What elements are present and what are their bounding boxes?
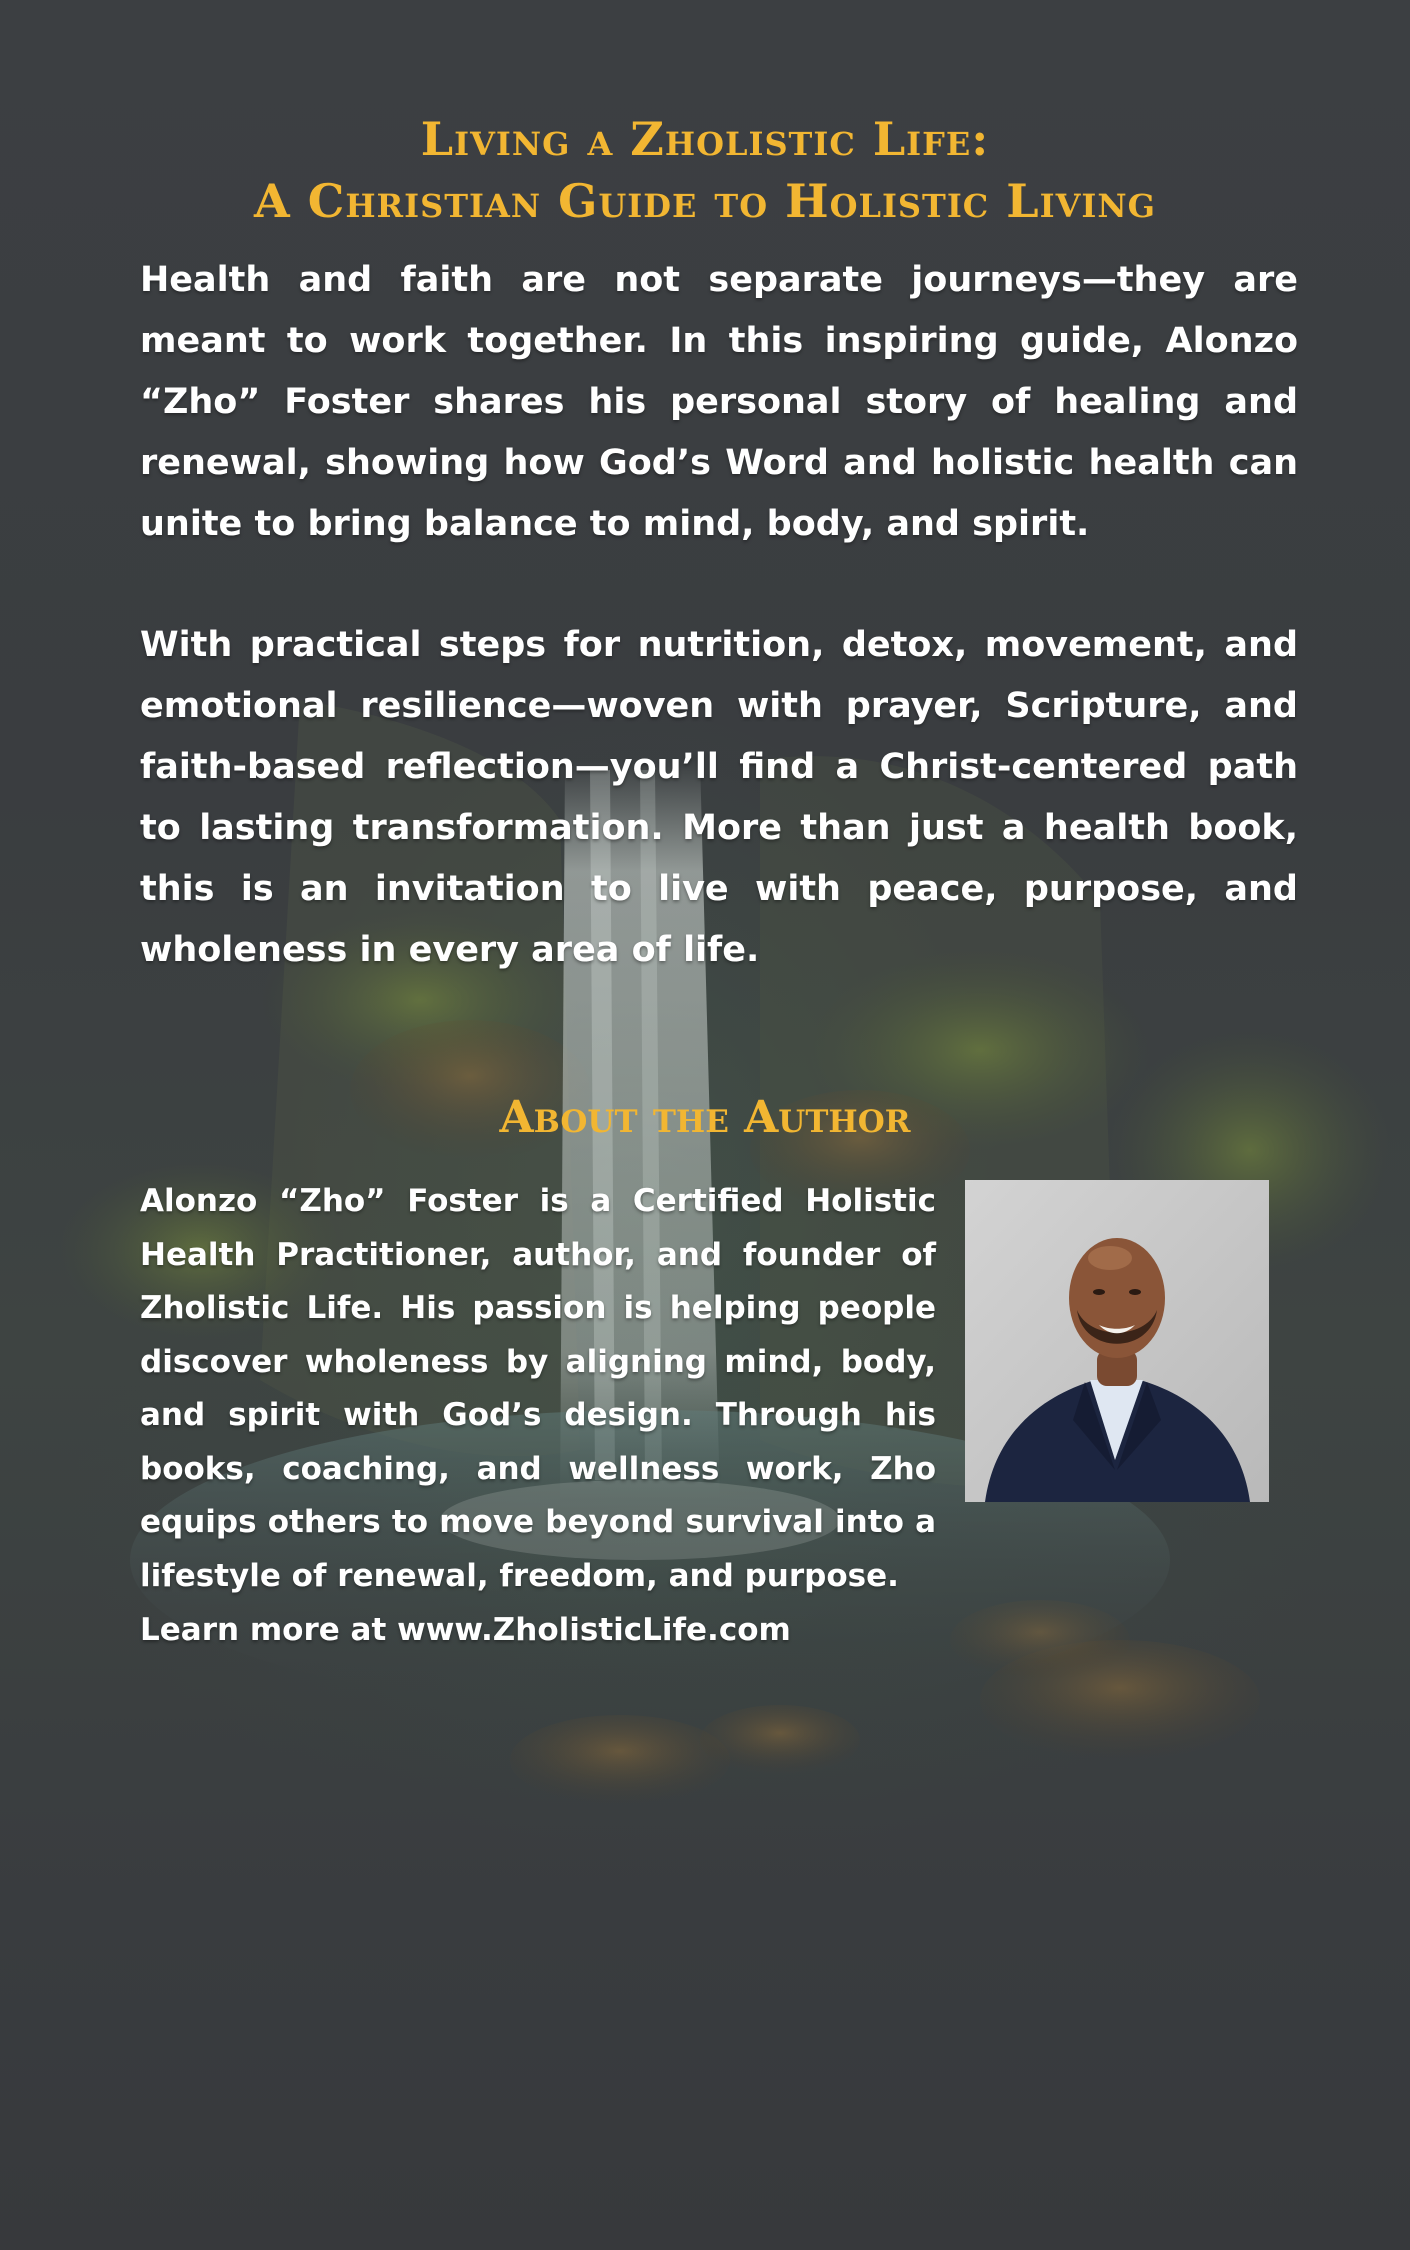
about-author-heading: About the Author bbox=[499, 1092, 911, 1143]
author-website-line: Learn more at www.ZholisticLife.com bbox=[140, 1612, 791, 1648]
book-title bbox=[140, 108, 1270, 232]
author-photo bbox=[965, 1180, 1269, 1502]
author-bio: Alonzo “Zho” Foster is a Certified Holistic Health Practitioner, author, and founder of Zholistic Life. His passion is helping people discover wholeness by aligning mind, body, and spirit with God’s design. Through his books, coaching, and wellness work, Zho equips others to move beyond survival into a lifestyle of renewal, freedom, and purpose. bbox=[140, 1183, 936, 1594]
description-paragraph-2: With practical steps for nutrition, detox, movement, and emotional resilience—woven with prayer, Scripture, and faith-based reflection—you’ll find a Christ-centered path to lasting transformation. More than just a health book, this is an invitation to live with peace, purpose, and wholeness in every area of life. bbox=[140, 625, 1298, 970]
book-title-line-2: A Christian Guide to Holistic Living bbox=[254, 174, 1156, 228]
book-title-line-1: Living a Zholistic Life: bbox=[420, 112, 990, 166]
description-paragraph-1: Health and faith are not separate journeys—they are meant to work together. In this inspiring guide, Alonzo “Zho” Foster shares his personal story of healing and renewal, showing how God’s Word and holistic health can unite to bring balance to mind, body, and spirit. bbox=[140, 260, 1298, 544]
